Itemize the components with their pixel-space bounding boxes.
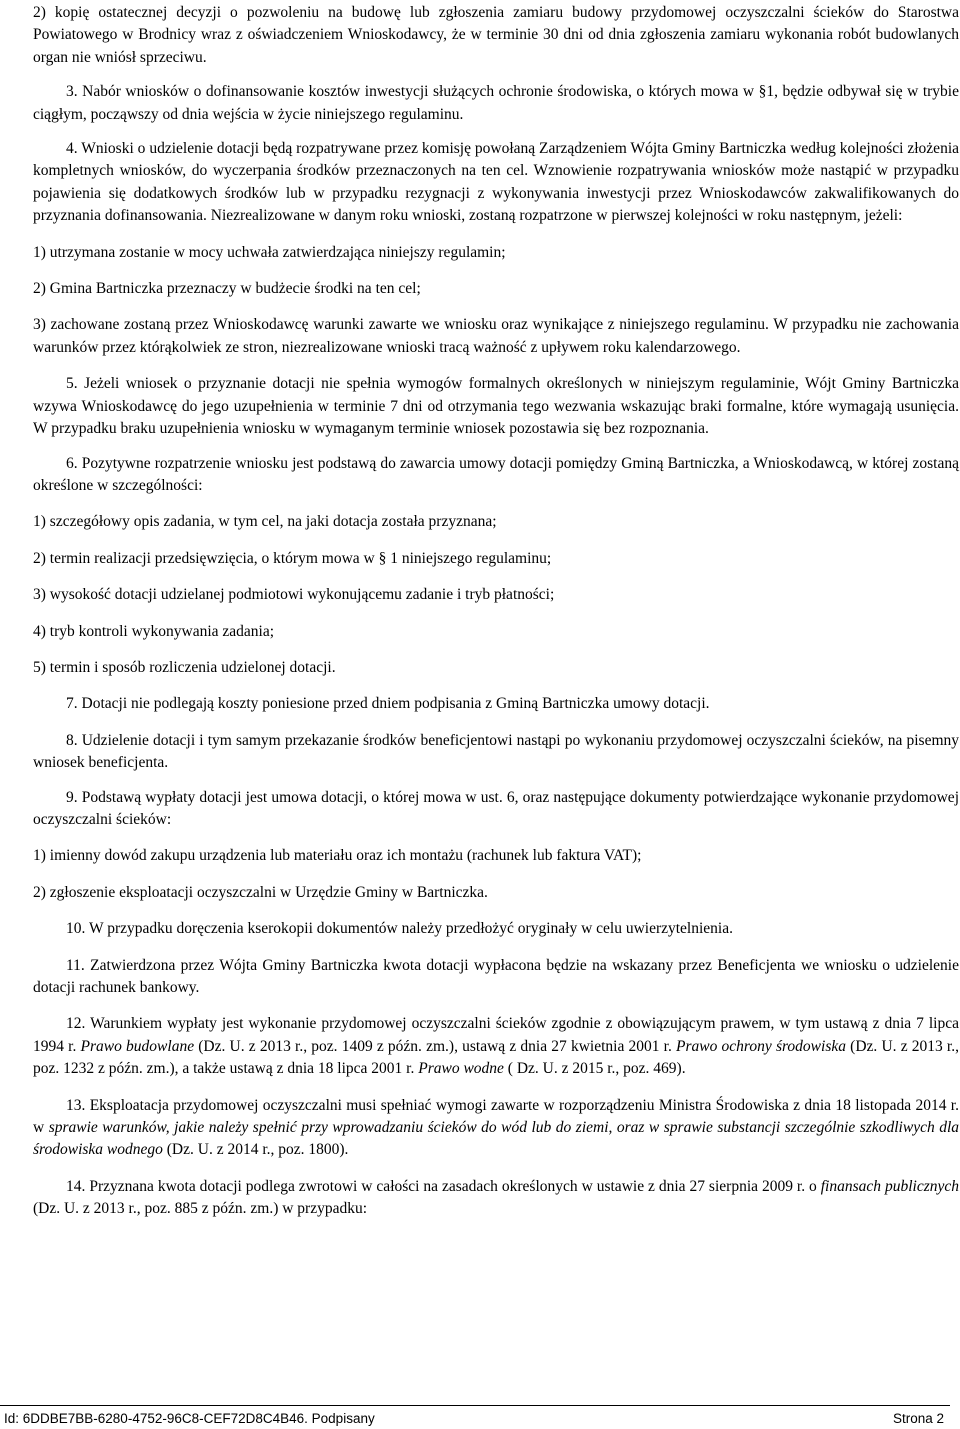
paragraph-5: 5. Jeżeli wniosek o przyznanie dotacji nie spełnia wymogów formalnych określonych w niniejszym regulaminie, Wójt Gminy Bartniczka wzywa Wnioskodawcę do jego uzupełnienia w terminie 7 dni od otrzymania tego wezwania wskazując braki formalne, które wymagają usunięcia. W przypadku braku uzupełnienia wniosku w wymaganym terminie wniosek pozostawia się bez rozpoznania. <box>33 375 959 438</box>
paragraph-14-act-title: finansach publicznych <box>820 1177 959 1195</box>
paragraph-6-item-2: 2) termin realizacji przedsięwzięcia, o którym mowa w § 1 niniejszego regulaminu; <box>33 549 552 567</box>
paragraph-14-text-c: (Dz. U. z 2013 r., poz. 885 z późn. zm.) w przypadku: <box>33 1200 368 1218</box>
paragraph-6-item-3: 3) wysokość dotacji udzielanej podmiotowi wykonującemu zadanie i tryb płatności; <box>33 586 555 604</box>
paragraph-11: 11. Zatwierdzona przez Wójta Gminy Bartniczka kwota dotacji wypłacona będzie na wskazany przez Beneficjenta we wniosku o udzielenie dotacji rachunek bankowy. <box>33 956 959 996</box>
paragraph-12-text-c: (Dz. U. z 2013 r., poz. 1409 z późn. zm.), ustawą z dnia 27 kwietnia 2001 r. <box>194 1037 677 1055</box>
paragraph-9-item-1: 1) imienny dowód zakupu urządzenia lub materiału oraz ich montażu (rachunek lub faktura VAT); <box>33 847 642 865</box>
paragraph-6-item-5: 5) termin i sposób rozliczenia udzielonej dotacji. <box>33 658 336 676</box>
document-id: Id: 6DDBE7BB-6280-4752-96C8-CEF72D8C4B46. Podpisany <box>4 1411 375 1426</box>
paragraph-12-act-title-2: Prawo ochrony środowiska <box>676 1037 846 1055</box>
paragraph-6: 6. Pozytywne rozpatrzenie wniosku jest podstawą do zawarcia umowy dotacji pomiędzy Gminą Bartniczka, a Wnioskodawcą, w której zostaną określone w szczególności: <box>33 454 959 494</box>
paragraph-4-item-3: 3) zachowane zostaną przez Wnioskodawcę warunki zawarte we wniosku oraz wynikające z niniejszego regulaminu. W przypadku nie zachowania warunków przez którąkolwiek ze stron, niezrealizowane wnioski tracą ważność z upływem roku kalendarzowego. <box>33 316 959 356</box>
paragraph-7: 7. Dotacji nie podlegają koszty poniesione przed dniem podpisania z Gminą Bartniczka umowy dotacji. <box>66 695 710 713</box>
paragraph-8: 8. Udzielenie dotacji i tym samym przekazanie środków beneficjentowi nastąpi po wykonaniu przydomowej oczyszczalni ścieków, na pisemny wniosek beneficjenta. <box>33 731 959 772</box>
paragraph-12-text-e: (Dz. U. z 2013 r., poz. 1232 z późn. zm.), a także ustawą z dnia 18 lipca 2001 r. <box>33 1037 959 1078</box>
paragraph-6-item-4: 4) tryb kontroli wykonywania zadania; <box>33 622 275 640</box>
paragraph-13-text-a: 13. Eksploatacja przydomowej oczyszczalni musi spełniać wymogi zawarte w rozporządzeniu Ministra Środowiska z dnia 18 listopada 2014 r. w <box>33 1096 959 1137</box>
paragraph-12-act-title-1: Prawo budowlane <box>80 1037 195 1055</box>
paragraph-13-regulation-title: sprawie warunków, jakie należy spełnić przy wprowadzaniu ścieków do wód lub do ziemi, oraz w sprawie substancji szczególnie szkodliwych dla środowiska wodnego <box>33 1119 960 1159</box>
paragraph-9: 9. Podstawą wypłaty dotacji jest umowa dotacji, o której mowa w ust. 6, oraz następujące dokumenty potwierdzające wykonanie przydomowej oczyszczalni ścieków: <box>33 788 959 828</box>
paragraph-6-item-1: 1) szczegółowy opis zadania, w tym cel, na jaki dotacja została przyznana; <box>33 513 497 531</box>
paragraph-3: 3. Nabór wniosków o dofinansowanie kosztów inwestycji służących ochronie środowiska, o których mowa w §1, będzie odbywał się w trybie ciągłym, począwszy od dnia wejścia w życie niniejszego regulaminu. <box>33 83 959 123</box>
document-body <box>33 2 959 1221</box>
paragraph-4-item-1: 1) utrzymana zostanie w mocy uchwała zatwierdzająca niniejszy regulamin; <box>33 243 506 261</box>
paragraph-13 <box>33 1095 959 1162</box>
paragraph-4: 4. Wnioski o udzielenie dotacji będą rozpatrywane przez komisję powołaną Zarządzeniem Wójta Gminy Bartniczka według kolejności złożenia kompletnych wniosków, do wyczerpania środków przeznaczonych na ten cel. Wznowienie rozpatrywania wniosków może nastąpić w przypadku pojawienia się dodatkowych środków lub w przypadku rezygnacji z wykonywania inwestycji przez Wnioskodawców zakwalifikowanych do przyznania dofinansowania. Niezrealizowane w danym roku wnioski, zostaną rozpatrzone w pierwszej kolejności w roku następnym, jeżeli: <box>33 140 959 225</box>
paragraph-12-text-g: ( Dz. U. z 2015 r., poz. 469). <box>503 1060 686 1078</box>
paragraph-13-text-c: (Dz. U. z 2014 r., poz. 1800). <box>162 1141 349 1159</box>
paragraph-14 <box>33 1176 959 1221</box>
page-number: Strona 2 <box>892 1411 944 1426</box>
paragraph-12 <box>33 1013 959 1080</box>
paragraph-12-act-title-3: Prawo wodne <box>418 1060 504 1078</box>
paragraph-4-item-2: 2) Gmina Bartniczka przeznaczy w budżecie środki na ten cel; <box>33 280 421 298</box>
page-footer <box>0 1405 950 1426</box>
paragraph-14-text-a: 14. Przyznana kwota dotacji podlega zwrotowi w całości na zasadach określonych w ustawie z dnia 27 sierpnia 2009 r. o <box>66 1177 821 1195</box>
paragraph-10: 10. W przypadku doręczenia kserokopii dokumentów należy przedłożyć oryginały w celu uwierzytelnienia. <box>66 920 733 938</box>
paragraph-12-text-a: 12. Warunkiem wypłaty jest wykonanie przydomowej oczyszczalni ścieków zgodnie z obowiązującym prawem, w tym ustawą z dnia 7 lipca 1994 r. <box>33 1015 959 1055</box>
paragraph-2-item-2: 2) kopię ostatecznej decyzji o pozwoleniu na budowę lub zgłoszenia zamiaru budowy przydomowej oczyszczalni ścieków do Starostwa Powiatowego w Brodnicy wraz z oświadczeniem Wnioskodawcy, że w terminie 30 dni od dnia zgłoszenia zamiaru wykonania robót budowlanych organ nie wniósł sprzeciwu. <box>33 4 959 66</box>
paragraph-9-item-2: 2) zgłoszenie eksploatacji oczyszczalni w Urzędzie Gminy w Bartniczka. <box>33 883 488 901</box>
